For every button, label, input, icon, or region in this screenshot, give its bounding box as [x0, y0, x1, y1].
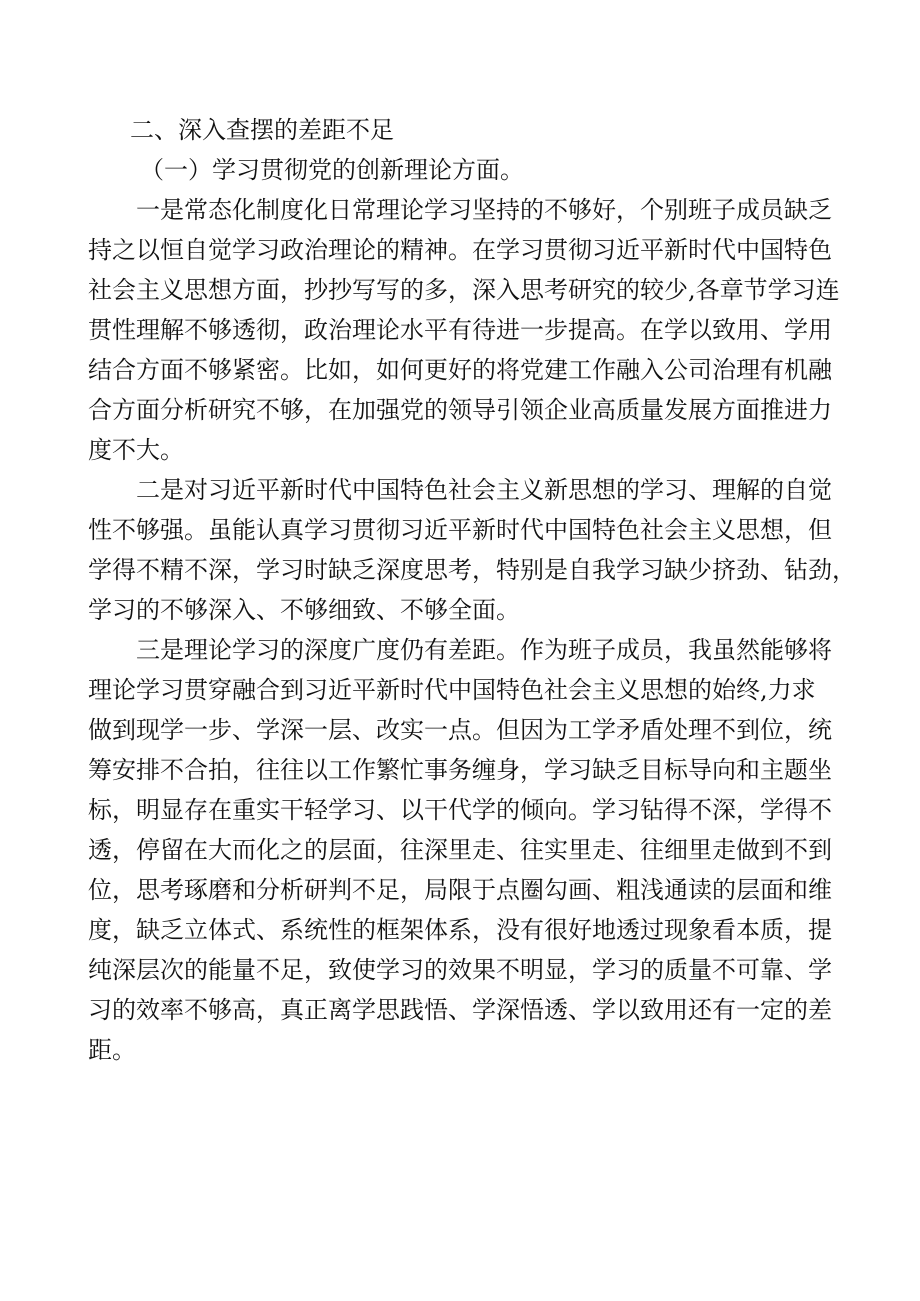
paragraph-line: 贯性理解不够透彻，政治理论水平有待进一步提高。在学以致用、学用 [88, 316, 832, 344]
paragraph-line: 持之以恒自觉学习政治理论的精神。在学习贯彻习近平新时代中国特色 [88, 236, 832, 264]
subsection-heading: （一）学习贯彻党的创新理论方面。 [140, 156, 524, 184]
paragraph-line: 度，缺乏立体式、系统性的框架体系，没有很好地透过现象看本质，提 [88, 916, 832, 944]
paragraph-3 [88, 630, 858, 1070]
paragraph-1 [88, 190, 858, 470]
paragraph-line: 标，明显存在重实干轻学习、以干代学的倾向。学习钻得不深，学得不 [88, 796, 832, 824]
paragraph-line: 位，思考琢磨和分析研判不足，局限于点圈勾画、粗浅通读的层面和维 [88, 876, 832, 904]
paragraph-line: 透，停留在大而化之的层面，往深里走、往实里走、往细里走做到不到 [88, 836, 832, 864]
paragraph-line: 二是对习近平新时代中国特色社会主义新思想的学习、理解的自觉 [136, 476, 832, 504]
paragraph-line: 习的效率不够高，真正离学思践悟、学深悟透、学以致用还有一定的差 [88, 996, 832, 1024]
paragraph-line: 合方面分析研究不够，在加强党的领导引领企业高质量发展方面推进力 [88, 396, 832, 424]
document-body [88, 110, 858, 1070]
paragraph-line: 度不大。 [88, 436, 184, 464]
paragraph-line: 性不够强。虽能认真学习贯彻习近平新时代中国特色社会主义思想，但 [88, 516, 832, 544]
paragraph-line: 学习的不够深入、不够细致、不够全面。 [88, 596, 520, 624]
section-heading: 二、深入查摆的差距不足 [130, 116, 394, 144]
paragraph-line: 社会主义思想方面，抄抄写写的多，深入思考研究的较少,各章节学习连 [88, 276, 840, 304]
paragraph-line: 纯深层次的能量不足，致使学习的效果不明显，学习的质量不可靠、学 [88, 956, 832, 984]
paragraph-line: 筹安排不合拍，往往以工作繁忙事务缠身，学习缺乏目标导向和主题坐 [88, 756, 832, 784]
paragraph-2 [88, 470, 858, 630]
paragraph-line: 三是理论学习的深度广度仍有差距。作为班子成员，我虽然能够将 [136, 636, 832, 664]
paragraph-line: 一是常态化制度化日常理论学习坚持的不够好，个别班子成员缺乏 [136, 196, 832, 224]
paragraph-line: 理论学习贯穿融合到习近平新时代中国特色社会主义思想的始终,力求 [88, 676, 816, 704]
paragraph-line: 做到现学一步、学深一层、改实一点。但因为工学矛盾处理不到位，统 [88, 716, 832, 744]
paragraph-line: 距。 [88, 1036, 136, 1064]
paragraph-line: 学得不精不深，学习时缺乏深度思考，特别是自我学习缺少挤劲、钻劲， [88, 556, 856, 584]
paragraph-line: 结合方面不够紧密。比如，如何更好的将党建工作融入公司治理有机融 [88, 356, 832, 384]
